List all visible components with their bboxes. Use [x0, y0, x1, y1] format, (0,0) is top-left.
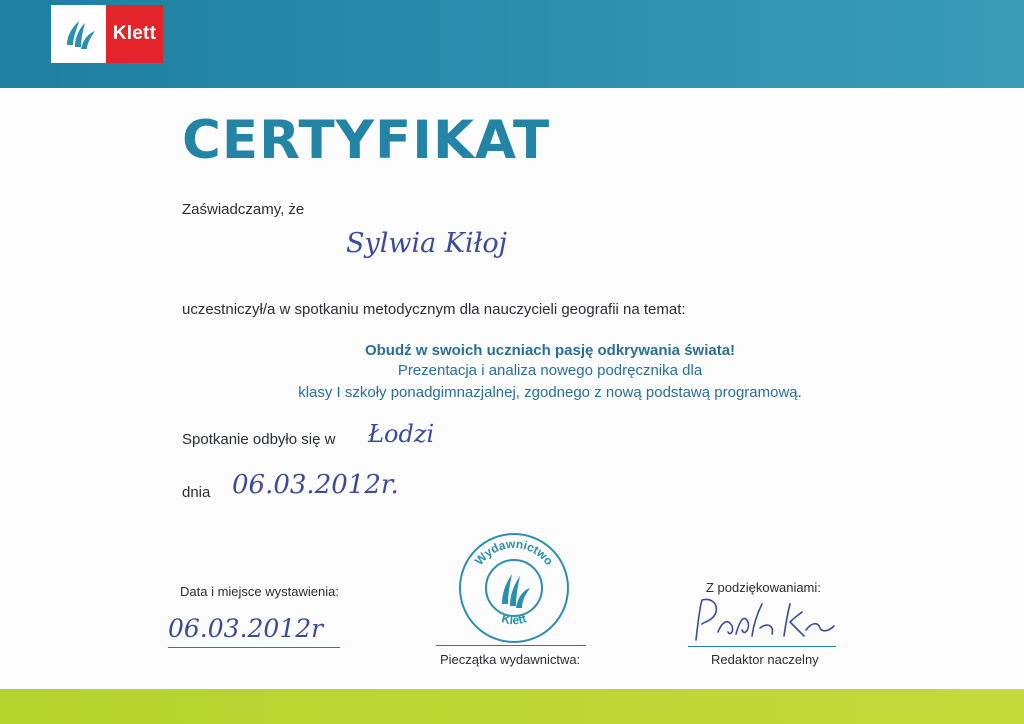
- klett-leaf-icon: [61, 15, 99, 53]
- stamp-text-top: Wydawnictwo: [471, 536, 557, 568]
- logo-brand-text: Klett: [112, 23, 157, 44]
- stamp-label: Pieczątka wydawnictwa:: [440, 652, 581, 667]
- date-label: dnia: [182, 484, 211, 501]
- issue-date-handwritten: 06.03.2012r: [168, 614, 324, 643]
- participation-text: uczestniczył/a w spotkaniu metodycznym dla nauczycieli geografii na temat:: [182, 301, 686, 318]
- topic-line-1: Prezentacja i analiza nowego podręcznika dla: [397, 362, 703, 379]
- editor-signature: [688, 592, 848, 648]
- publisher-stamp: [456, 530, 572, 646]
- stamp-text-bottom: Klett: [500, 611, 529, 628]
- bottom-color-band: [0, 689, 1024, 724]
- participant-name-handwritten: Sylwia Kiłoj: [346, 228, 507, 259]
- stamp-underline: [436, 645, 586, 646]
- editor-label: Redaktor naczelny: [711, 652, 819, 667]
- topic-title: Obudź w swoich uczniach pasję odkrywania świata!: [364, 342, 736, 359]
- stamp-leaf-icon: [502, 574, 530, 608]
- topic-line-2: klasy I szkoły ponadgimnazjalnej, zgodnego z nową podstawą programową.: [298, 384, 802, 401]
- editor-underline: [688, 646, 836, 647]
- certificate-title: CERTYFIKAT: [182, 110, 551, 171]
- date-handwritten: 06.03.2012r.: [232, 470, 399, 500]
- thanks-label: Z podziękowaniami:: [706, 580, 821, 595]
- issue-underline: [168, 647, 340, 648]
- meeting-place-handwritten: Łodzi: [368, 420, 435, 448]
- klett-logo: [51, 5, 163, 63]
- meeting-place-label: Spotkanie odbyło się w: [182, 431, 336, 448]
- intro-text: Zaświadczamy, że: [182, 201, 305, 218]
- issue-label: Data i miejsce wystawienia:: [180, 584, 339, 599]
